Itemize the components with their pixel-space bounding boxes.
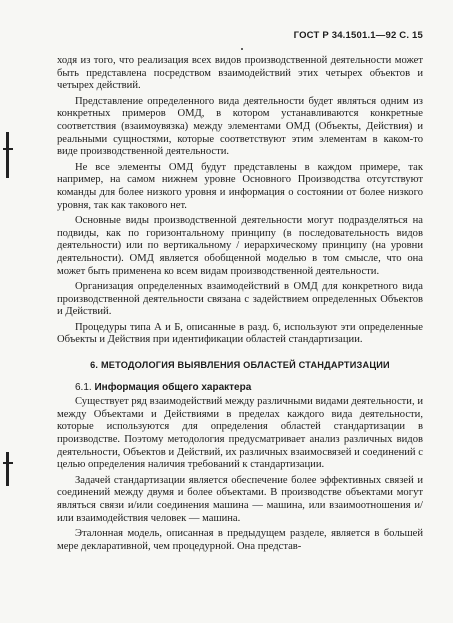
paragraph: Основные виды производственной деятельности могут подразделяться на подвиды, как по горизонтальному принципу (в последовательность видов деятельности) или по вертикальному / иерархическому принципу (на уровни деятельности). ОМД является обобщенной моделью в том смысле, что она может быть применена ко всем видам производственной деятельности.	[57, 215, 423, 277]
paragraph: Задачей стандартизации является обеспечение более эффективных связей и соединений между двумя и более объектами. В производстве объектами могут являться связи и/или соединения машина — машина, или взаимоотношения и/или взаимодействия человек — машина.	[57, 474, 423, 524]
paragraph: Эталонная модель, описанная в предыдущем разделе, является в большей мере декларативной, чем процедурной. Она представ-	[57, 528, 423, 552]
paragraph: Не все элементы ОМД будут представлены в каждом примере, так например, на самом нижнем уровне Основного Производства отсутствуют команды для более низкого уровня и информация о состоянии от более низкого уровня, так как такового нет.	[57, 161, 423, 211]
page-header: ГОСТ Р 34.1501.1—92 С. 15	[293, 30, 423, 41]
binding-mark-bottom	[6, 452, 9, 486]
subsection-heading	[57, 382, 423, 395]
subsection-title: Информация общего характера	[94, 381, 252, 393]
page-body	[57, 55, 423, 556]
binding-tick-bottom	[3, 462, 13, 464]
subsection-number: 6.1.	[75, 381, 95, 393]
binding-tick-top	[3, 148, 13, 150]
paragraph: Существует ряд взаимодействий между различными видами деятельности, и между Объектами и Действиями в пределах каждого вида деятельности, которые используются для определения областей стандартизации в производстве. Поэтому методология предусматривает анализ различных видов деятельности, Объектов и Действий, их различных взаимосвязей и соединений с целью определения наличия требований к стандартизации.	[57, 396, 423, 471]
paragraph: ходя из того, что реализация всех видов производственной деятельности может быть представлена посредством взаимодействий этих четырех объектов и четырех действий.	[57, 55, 423, 92]
paragraph: Представление определенного вида деятельности будет являться одним из конкретных примеров ОМД, в котором устанавливаются конкретные соответствия (взаимоувязка) между элементами ОМД (Объекты, Действия) и реальными сущностями, которые соответствуют этим элементам в каком-то виде производственной деятельности.	[57, 95, 423, 158]
binding-mark-top	[6, 132, 9, 178]
section-title: 6. МЕТОДОЛОГИЯ ВЫЯВЛЕНИЯ ОБЛАСТЕЙ СТАНДАРТИЗАЦИИ	[90, 360, 390, 371]
scan-speck	[241, 48, 243, 50]
paragraph: Процедуры типа А и Б, описанные в разд. 6, используют эти определенные Объекты и Действия при идентификации областей стандартизации.	[57, 321, 423, 346]
paragraph: Организация определенных взаимодействий в ОМД для конкретного вида производственной деятельности связана с задействием определенных Объектов и Действий.	[57, 281, 423, 318]
